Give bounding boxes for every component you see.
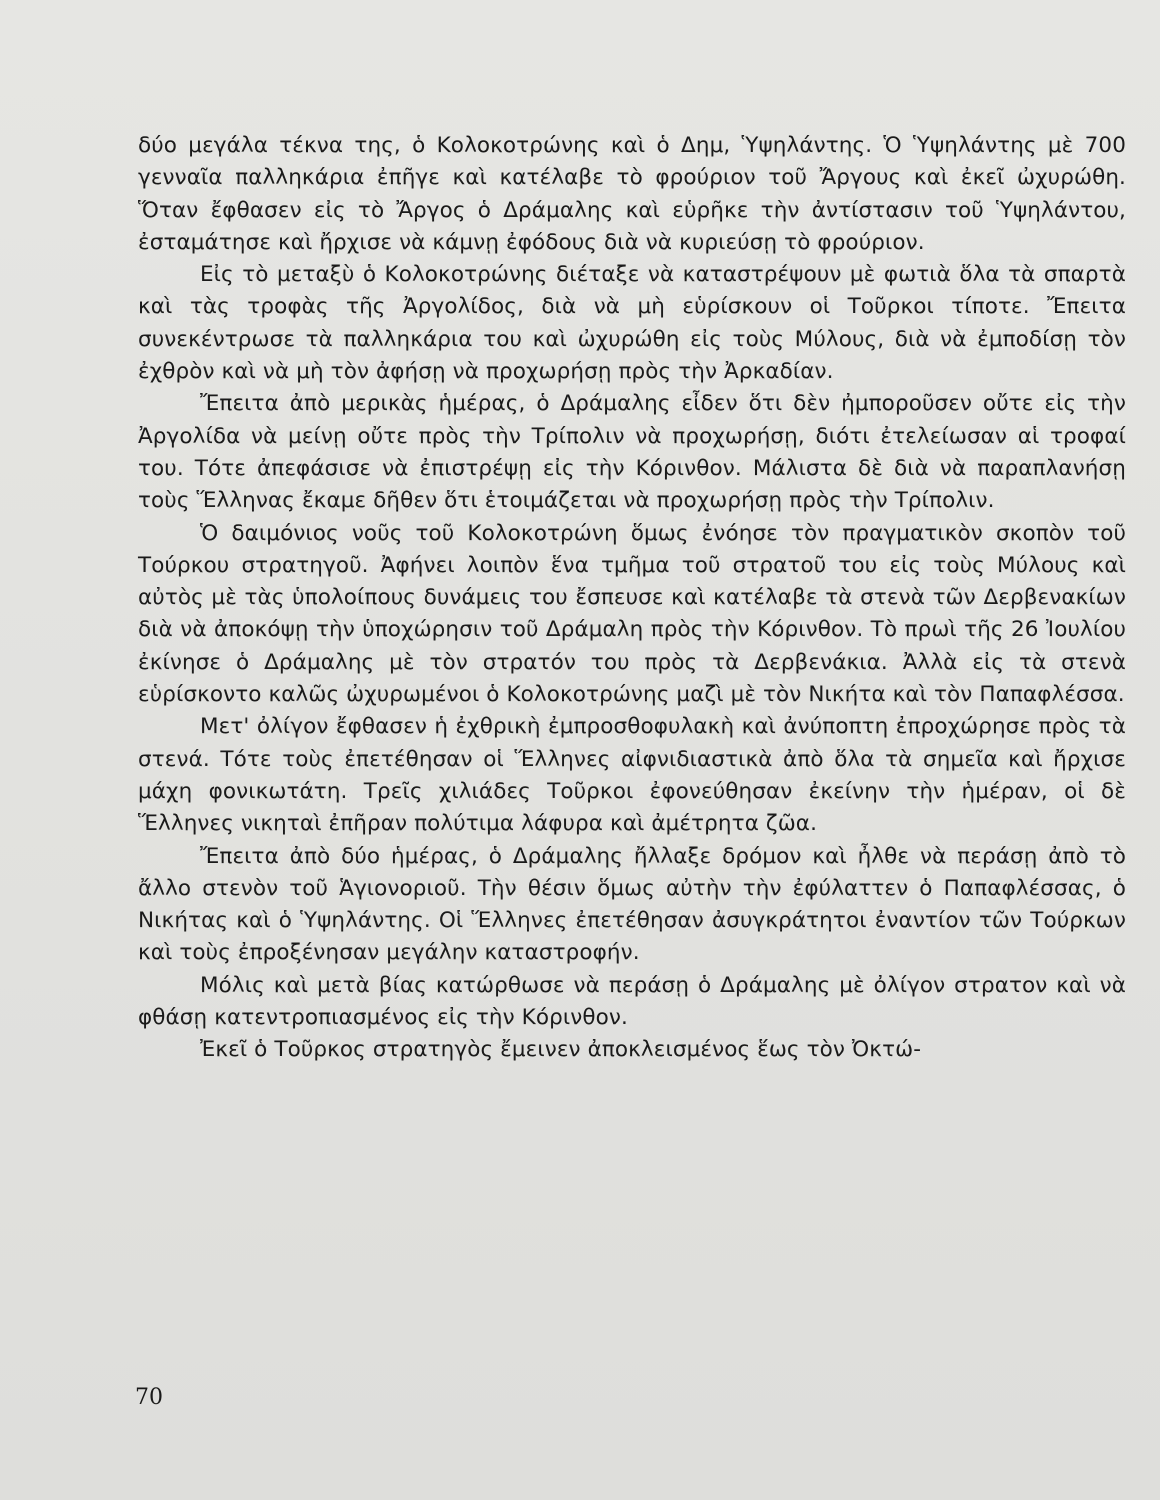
paragraph-7: Μόλις καὶ μετὰ βίας κατώρθωσε νὰ περάσῃ ὁ Δράμαλης μὲ ὀλίγον στρατον καὶ νὰ φθάσῃ κατεντροπιασμένος εἰς τὴν Κόρινθον. [138,972,1126,1031]
paragraph-1: δύο μεγάλα τέκνα της, ὁ Κολοκοτρώνης καὶ ὁ Δημ, Ὑψηλάντης. Ὁ Ὑψηλάντης μὲ 700 γενναῖα παλληκάρια ἐπῆγε καὶ κατέλαβε τὸ φρούριον τοῦ Ἄργους καὶ ἐκεῖ ὠχυρώθη. Ὅταν ἔφθασεν εἰς τὸ Ἄργος ὁ Δράμαλης καὶ εὑρῆκε τὴν ἀντίστασιν τοῦ Ὑψηλάντου, ἐσταμάτησε καὶ ἤρχισε νὰ κάμνῃ ἐφόδους διὰ νὰ κυριεύσῃ τὸ φρούριον. [138,133,1126,255]
page-number: 70 [135,1385,163,1410]
body-text [138,130,1126,1067]
paragraph-8: Ἐκεῖ ὁ Τοῦρκος στρατηγὸς ἔμεινεν ἀποκλεισμένος ἕως τὸν Ὀκτώ- [200,1037,922,1063]
paragraph-5: Μετ' ὀλίγον ἔφθασεν ἡ ἐχθρικὴ ἐμπροσθοφυλακὴ καὶ ἀνύποπτη ἐπροχώρησε πρὸς τὰ στενά. Τότε τοὺς ἐπετέθησαν οἱ Ἕλληνες αἰφνιδιαστικὰ ἀπὸ ὅλα τὰ σημεῖα καὶ ἤρχισε μάχη φονικωτάτη. Τρεῖς χιλιάδες Τοῦρκοι ἐφονεύθησαν ἐκείνην τὴν ἡμέραν, οἱ δὲ Ἕλληνες νικηταὶ ἐπῆραν πολύτιμα λάφυρα καὶ ἀμέτρητα ζῶα. [138,714,1126,837]
paragraph-4: Ὁ δαιμόνιος νοῦς τοῦ Κολοκοτρώνη ὅμως ἐνόησε τὸν πραγματικὸν σκοπὸν τοῦ Τούρκου στρατηγοῦ. Ἀφήνει λοιπὸν ἕνα τμῆμα τοῦ στρατοῦ του εἰς τοὺς Μύλους καὶ αὐτὸς μὲ τὰς ὑπολοίπους δυνάμεις του ἔσπευσε καὶ κατέλαβε τὰ στενὰ τῶν Δερβενακίων διὰ νὰ ἀποκόψῃ τὴν ὑποχώρησιν τοῦ Δράμαλη πρὸς τὴν Κόρινθον. Τὸ πρωὶ τῆς 26 Ἰουλίου ἐκίνησε ὁ Δράμαλης μὲ τὸν στρατόν του πρὸς τὰ Δερβενάκια. Ἀλλὰ εἰς τὰ στενὰ εὑρίσκοντο καλῶς ὠχυρωμένοι ὁ Κολοκοτρώνης μαζὶ μὲ τὸν Νικήτα καὶ τὸν Παπαφλέσσα. [138,520,1126,708]
paragraph-6: Ἔπειτα ἀπὸ δύο ἡμέρας, ὁ Δράμαλης ἤλλαξε δρόμον καὶ ἦλθε νὰ περάσῃ ἀπὸ τὸ ἄλλο στενὸν τοῦ Ἁγιονοριοῦ. Τὴν θέσιν ὅμως αὐτὴν τὴν ἐφύλαττεν ὁ Παπαφλέσσας, ὁ Νικήτας καὶ ὁ Ὑψηλάντης. Οἱ Ἕλληνες ἐπετέθησαν ἀσυγκράτητοι ἐναντίον τῶν Τούρκων καὶ τοὺς ἐπροξένησαν μεγάλην καταστροφήν. [138,843,1126,966]
paragraph-3: Ἔπειτα ἀπὸ μερικὰς ἡμέρας, ὁ Δράμαλης εἶδεν ὅτι δὲν ἠμποροῦσεν οὔτε εἰς τὴν Ἀργολίδα νὰ μείνῃ οὔτε πρὸς τὴν Τρίπολιν νὰ προχωρήσῃ, διότι ἐτελείωσαν αἱ τροφαί του. Τότε ἀπεφάσισε νὰ ἐπιστρέψῃ εἰς τὴν Κόρινθον. Μάλιστα δὲ διὰ νὰ παραπλανήσῃ τοὺς Ἕλληνας ἔκαμε δῆθεν ὅτι ἑτοιμάζεται νὰ προχωρήσῃ πρὸς τὴν Τρίπολιν. [138,391,1126,514]
paragraph-2: Εἰς τὸ μεταξὺ ὁ Κολοκοτρώνης διέταξε νὰ καταστρέψουν μὲ φωτιὰ ὅλα τὰ σπαρτὰ καὶ τὰς τροφὰς τῆς Ἀργολίδος, διὰ νὰ μὴ εὑρίσκουν οἱ Τοῦρκοι τίποτε. Ἔπειτα συνεκέντρωσε τὰ παλληκάρια του καὶ ὠχυρώθη εἰς τοὺς Μύλους, διὰ νὰ ἐμποδίσῃ τὸν ἐχθρὸν καὶ νὰ μὴ τὸν ἀφήσῃ νὰ προχωρήσῃ πρὸς τὴν Ἀρκαδίαν. [138,262,1126,385]
